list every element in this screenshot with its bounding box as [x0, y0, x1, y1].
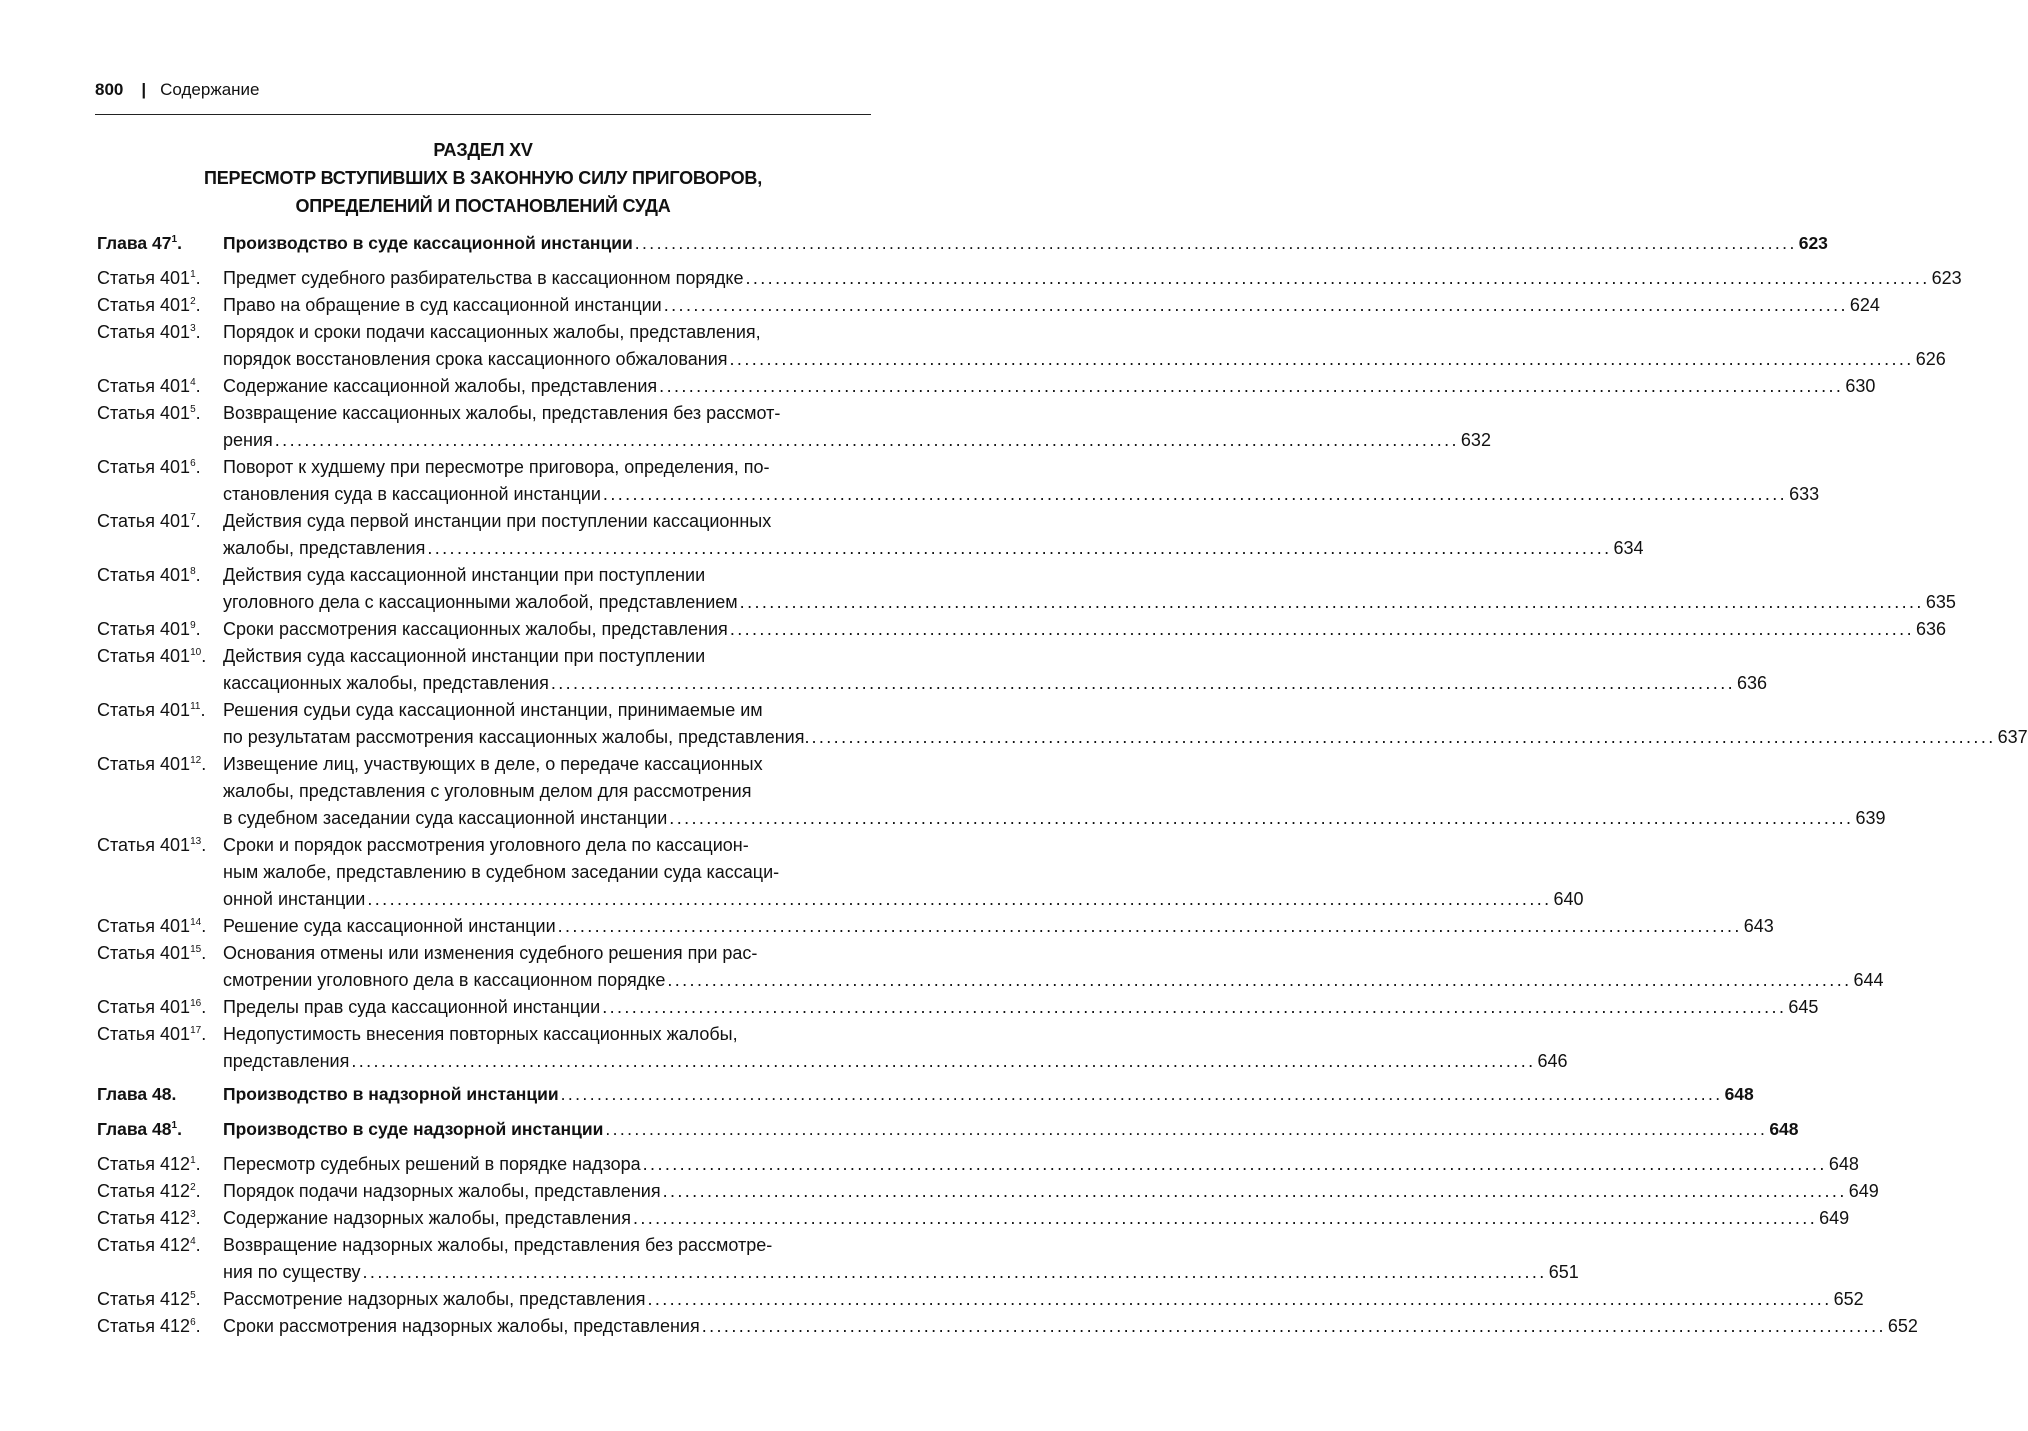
entry-last-line: [223, 481, 1820, 508]
entry-label-text: Статья 401: [97, 916, 191, 936]
toc-article-entry: [97, 913, 1774, 940]
entry-label: [97, 1178, 223, 1205]
dot-leader: ................................................................................................................................................................: [351, 1051, 1536, 1071]
dot-leader: ................................................................................................................................................................: [662, 1181, 1847, 1201]
entry-label-text: Статья 401: [97, 700, 191, 720]
entry-label-suffix: .: [195, 376, 201, 396]
entry-page-number: 633: [1789, 484, 1820, 504]
entry-label-superscript: 2: [190, 296, 196, 307]
entry-last-line: [223, 913, 1774, 940]
entry-last-line: [223, 670, 1768, 697]
entry-last-line: [223, 589, 1956, 616]
entry-title-text: рения: [223, 430, 273, 450]
entry-page-number: 652: [1833, 1289, 1864, 1309]
entry-title-line: Сроки и порядок рассмотрения уголовного дела по кассацион-: [223, 835, 749, 855]
dot-leader: ................................................................................................................................................................: [634, 233, 1797, 253]
entry-label: [97, 373, 223, 400]
entry-page-number: 636: [1737, 673, 1768, 693]
entry-label-suffix: .: [201, 646, 207, 666]
entry-label-superscript: 3: [190, 1209, 196, 1220]
entry-last-line: [223, 346, 1946, 373]
entry-last-line: [223, 265, 1962, 292]
entry-title-text: Производство в суде кассационной инстанции: [223, 233, 633, 253]
entry-title-line: Основания отмены или изменения судебного решения при рас-: [223, 943, 758, 963]
entry-label-suffix: .: [195, 457, 201, 477]
entry-label-text: Статья 412: [97, 1235, 191, 1255]
entry-label-suffix: .: [195, 268, 201, 288]
entry-body: [223, 751, 1886, 832]
entry-label-superscript: 1: [171, 1120, 178, 1132]
entry-label-text: Статья 401: [97, 268, 191, 288]
toc-article-entry: [97, 508, 1644, 562]
entry-page-number: 635: [1925, 592, 1956, 612]
entry-body: [223, 265, 1962, 292]
entry-title-line: Недопустимость внесения повторных кассационных жалобы,: [223, 1024, 738, 1044]
entry-title-text: по результатам рассмотрения кассационных жалобы, представления.: [223, 727, 810, 747]
entry-body: [223, 1151, 1859, 1178]
dot-leader: ................................................................................................................................................................: [811, 727, 1996, 747]
entry-page-number: 646: [1537, 1051, 1568, 1071]
entry-label-superscript: 9: [190, 620, 196, 631]
toc-article-entry: [97, 1205, 1850, 1232]
dot-leader: ................................................................................................................................................................: [739, 592, 1924, 612]
entry-body: [223, 292, 1880, 319]
dot-leader: ................................................................................................................................................................: [663, 295, 1848, 315]
entry-title-text: в судебном заседании суда кассационной инстанции: [223, 808, 668, 828]
entry-label-text: Статья 401: [97, 322, 191, 342]
header-rule: [95, 114, 871, 115]
toc-article-entry: [97, 373, 1876, 400]
entry-label-superscript: 6: [190, 1317, 196, 1328]
entry-title-text: Право на обращение в суд кассационной инстанции: [223, 295, 662, 315]
entry-last-line: [223, 373, 1876, 400]
toc-article-entry: [97, 562, 1956, 616]
entry-title-text: смотрении уголовного дела в кассационном порядке: [223, 970, 666, 990]
dot-leader: ................................................................................................................................................................: [647, 1289, 1832, 1309]
entry-label: [97, 454, 223, 481]
entry-label-superscript: 3: [190, 323, 196, 334]
entry-label-suffix: .: [195, 1208, 201, 1228]
entry-last-line: [223, 1081, 1754, 1108]
dot-leader: ................................................................................................................................................................: [667, 970, 1852, 990]
entry-label: [97, 751, 223, 778]
entry-title-line: Порядок и сроки подачи кассационных жалобы, представления,: [223, 322, 761, 342]
toc-article-entry: [97, 1286, 1864, 1313]
entry-label-text: Статья 412: [97, 1289, 191, 1309]
entry-title-text: ния по существу: [223, 1262, 361, 1282]
entry-label-superscript: 2: [190, 1182, 196, 1193]
dot-leader: ................................................................................................................................................................: [642, 1154, 1827, 1174]
entry-label-text: Статья 412: [97, 1181, 191, 1201]
entry-page-number: 640: [1553, 889, 1584, 909]
entry-label-text: Статья 412: [97, 1208, 191, 1228]
entry-title-line: Возвращение надзорных жалобы, представления без рассмотре-: [223, 1235, 773, 1255]
entry-label-suffix: .: [195, 322, 201, 342]
entry-title-text: кассационных жалобы, представления: [223, 673, 549, 693]
entry-body: [223, 913, 1774, 940]
dot-leader: ................................................................................................................................................................: [602, 997, 1787, 1017]
entry-label-superscript: 1: [190, 269, 196, 280]
toc-article-entry: [97, 454, 1820, 508]
entry-page-number: 649: [1848, 1181, 1879, 1201]
entry-label-suffix: .: [177, 1119, 182, 1139]
entry-label-superscript: 7: [190, 512, 196, 523]
section-title-line-2: ОПРЕДЕЛЕНИЙ И ПОСТАНОВЛЕНИЙ СУДА: [295, 196, 671, 216]
entry-body: [223, 832, 1584, 913]
entry-label-suffix: .: [195, 1289, 201, 1309]
entry-label-suffix: .: [200, 700, 206, 720]
entry-label-superscript: 14: [190, 917, 202, 928]
toc-article-entry: [97, 616, 1947, 643]
entry-body: [223, 562, 1956, 616]
toc-article-entry: [97, 1151, 1859, 1178]
toc-article-entry: [97, 319, 1946, 373]
entry-label-suffix: .: [201, 916, 207, 936]
entry-label: [97, 292, 223, 319]
entry-page-number: 644: [1853, 970, 1884, 990]
entry-title-text: Производство в суде надзорной инстанции: [223, 1119, 604, 1139]
section-heading: [95, 136, 871, 220]
entry-label: [97, 230, 223, 257]
entry-page-number: 636: [1915, 619, 1947, 639]
toc-article-entry: [97, 643, 1768, 697]
entry-body: [223, 1313, 1918, 1340]
entry-label-text: Статья 401: [97, 997, 191, 1017]
entry-label-suffix: .: [195, 1154, 201, 1174]
dot-leader: ................................................................................................................................................................: [729, 619, 1914, 639]
entry-title-text: Сроки рассмотрения надзорных жалобы, представления: [223, 1316, 700, 1336]
entry-label-text: Статья 412: [97, 1316, 191, 1336]
entry-label-superscript: 4: [190, 1236, 196, 1247]
entry-page-number: 648: [1828, 1154, 1859, 1174]
entry-title-text: Сроки рассмотрения кассационных жалобы, представления: [223, 619, 728, 639]
dot-leader: ................................................................................................................................................................: [274, 430, 1459, 450]
entry-page-number: 623: [1798, 233, 1828, 253]
entry-title-line: Действия суда кассационной инстанции при поступлении: [223, 646, 706, 666]
entry-label: [97, 1151, 223, 1178]
toc-article-entry: [97, 697, 2028, 751]
entry-body: [223, 1178, 1879, 1205]
entry-last-line: [223, 1151, 1859, 1178]
entry-label: [97, 1313, 223, 1340]
entry-last-line: [223, 1259, 1579, 1286]
entry-label-text: Статья 401: [97, 295, 191, 315]
entry-title-text: представления: [223, 1051, 350, 1071]
entry-label-text: Глава 48.: [97, 1084, 177, 1104]
entry-page-number: 648: [1724, 1084, 1754, 1104]
entry-label: [97, 616, 223, 643]
entry-title-line: Решения судьи суда кассационной инстанции, принимаемые им: [223, 700, 763, 720]
entry-title-line: Поворот к худшему при пересмотре приговора, определения, по-: [223, 457, 770, 477]
entry-label-text: Статья 412: [97, 1154, 191, 1174]
entry-title-text: Содержание надзорных жалобы, представления: [223, 1208, 631, 1228]
entry-title-text: Рассмотрение надзорных жалобы, представления: [223, 1289, 646, 1309]
entry-page-number: 626: [1915, 349, 1946, 369]
toc-article-entry: [97, 1313, 1918, 1340]
page-number: 800: [95, 80, 124, 99]
entry-body: [223, 400, 1491, 454]
entry-body: [223, 454, 1820, 508]
entry-label: [97, 994, 223, 1021]
entry-title-line: Действия суда кассационной инстанции при поступлении: [223, 565, 706, 585]
entry-label-text: Статья 401: [97, 376, 191, 396]
entry-label-superscript: 5: [190, 404, 196, 415]
entry-page-number: 632: [1460, 430, 1491, 450]
toc-chapter-entry: [97, 1081, 1754, 1108]
entry-body: [223, 1116, 1799, 1143]
dot-leader: ................................................................................................................................................................: [602, 484, 1788, 504]
entry-title-text: порядок восстановления срока кассационного обжалования: [223, 349, 728, 369]
entry-body: [223, 1232, 1579, 1286]
entry-last-line: [223, 805, 1886, 832]
entry-label-suffix: .: [201, 943, 207, 963]
entry-label-suffix: .: [201, 1024, 207, 1044]
entry-label-superscript: 1: [190, 1155, 196, 1166]
entry-label-suffix: .: [195, 295, 201, 315]
entry-title-text: становления суда в кассационной инстанции: [223, 484, 601, 504]
entry-label-text: Глава 47: [97, 233, 172, 253]
entry-label-superscript: 1: [171, 234, 178, 246]
entry-title-text: Пересмотр судебных решений в порядке надзора: [223, 1154, 641, 1174]
entry-label-text: Статья 401: [97, 835, 191, 855]
dot-leader: ................................................................................................................................................................: [427, 538, 1612, 558]
entry-label-suffix: .: [195, 511, 201, 531]
entry-body: [223, 373, 1876, 400]
entry-label-suffix: .: [201, 835, 207, 855]
entry-title-line: Извещение лиц, участвующих в деле, о передаче кассационных: [223, 754, 763, 774]
entry-page-number: 623: [1931, 268, 1962, 288]
entry-last-line: [223, 1205, 1850, 1232]
toc-article-entry: [97, 1021, 1568, 1075]
header-section-title: Содержание: [160, 80, 260, 99]
entry-label: [97, 913, 223, 940]
entry-last-line: [223, 616, 1947, 643]
toc-article-entry: [97, 832, 1584, 913]
entry-title-text: Содержание кассационной жалобы, представления: [223, 376, 658, 396]
entry-page-number: 624: [1849, 295, 1880, 315]
entry-label: [97, 1021, 223, 1048]
entry-title-text: Решение суда кассационной инстанции: [223, 916, 556, 936]
toc-chapter-entry: [97, 1116, 1799, 1143]
dot-leader: ................................................................................................................................................................: [632, 1208, 1818, 1228]
entry-title-text: Пределы прав суда кассационной инстанции: [223, 997, 601, 1017]
entry-label-suffix: .: [195, 1235, 201, 1255]
entry-label-suffix: .: [195, 619, 201, 639]
entry-last-line: [223, 1313, 1918, 1340]
entry-label: [97, 319, 223, 346]
entry-label: [97, 1232, 223, 1259]
entry-last-line: [223, 1286, 1864, 1313]
dot-leader: ................................................................................................................................................................: [605, 1119, 1768, 1139]
entry-page-number: 645: [1788, 997, 1819, 1017]
dot-leader: ................................................................................................................................................................: [701, 1316, 1886, 1336]
entry-label-superscript: 16: [190, 998, 202, 1009]
entry-page-number: 643: [1743, 916, 1774, 936]
entry-label: [97, 697, 223, 724]
entry-label-text: Статья 401: [97, 565, 191, 585]
dot-leader: ................................................................................................................................................................: [659, 376, 1844, 396]
entry-label: [97, 1116, 223, 1143]
entry-label-superscript: 15: [190, 944, 202, 955]
entry-label: [97, 562, 223, 589]
entry-label-suffix: .: [201, 754, 207, 774]
dot-leader: ................................................................................................................................................................: [557, 916, 1742, 936]
entry-label-text: Статья 401: [97, 511, 191, 531]
entry-body: [223, 1205, 1850, 1232]
entry-title-line: жалобы, представления с уголовным делом для рассмотрения: [223, 781, 752, 801]
entry-title-text: Порядок подачи надзорных жалобы, представления: [223, 1181, 661, 1201]
entry-body: [223, 616, 1947, 643]
entry-last-line: [223, 1116, 1799, 1143]
header-separator: |: [141, 80, 147, 99]
dot-leader: ................................................................................................................................................................: [560, 1084, 1723, 1104]
entry-title-line: Действия суда первой инстанции при поступлении кассационных: [223, 511, 772, 531]
entry-label-suffix: .: [177, 233, 182, 253]
entry-label: [97, 400, 223, 427]
entry-page-number: 651: [1548, 1262, 1579, 1282]
entry-label-text: Глава 48: [97, 1119, 172, 1139]
dot-leader: ................................................................................................................................................................: [669, 808, 1854, 828]
entry-label-superscript: 13: [190, 836, 202, 847]
section-number: РАЗДЕЛ XV: [433, 140, 533, 160]
entry-body: [223, 697, 2028, 751]
toc-article-entry: [97, 940, 1884, 994]
toc-article-entry: [97, 1178, 1879, 1205]
entry-page-number: 649: [1819, 1208, 1850, 1228]
dot-leader: ................................................................................................................................................................: [745, 268, 1930, 288]
entry-title-text: Предмет судебного разбирательства в кассационном порядке: [223, 268, 744, 288]
entry-label-text: Статья 401: [97, 646, 191, 666]
entry-label-superscript: 4: [190, 377, 196, 388]
entry-label-suffix: .: [195, 565, 201, 585]
entry-page-number: 637: [1997, 727, 2028, 747]
entry-page-number: 639: [1855, 808, 1886, 828]
entry-label-superscript: 17: [190, 1025, 202, 1036]
entry-label-suffix: .: [201, 997, 207, 1017]
entry-label-suffix: .: [195, 403, 201, 423]
entry-body: [223, 1021, 1568, 1075]
section-title-line-1: ПЕРЕСМОТР ВСТУПИВШИХ В ЗАКОННУЮ СИЛУ ПРИГОВОРОВ,: [203, 168, 763, 188]
entry-page-number: 652: [1887, 1316, 1918, 1336]
entry-title-line: Возвращение кассационных жалобы, представления без рассмот-: [223, 403, 781, 423]
entry-last-line: [223, 1178, 1879, 1205]
entry-last-line: [223, 724, 2028, 751]
dot-leader: ................................................................................................................................................................: [550, 673, 1735, 693]
toc-article-entry: [97, 400, 1491, 454]
entry-last-line: [223, 427, 1491, 454]
dot-leader: ................................................................................................................................................................: [367, 889, 1552, 909]
entry-body: [223, 230, 1828, 257]
entry-label-text: Статья 401: [97, 1024, 191, 1044]
table-of-contents: [97, 230, 2028, 1340]
entry-body: [223, 508, 1644, 562]
entry-label: [97, 265, 223, 292]
entry-body: [223, 643, 1768, 697]
entry-title-text: онной инстанции: [223, 889, 366, 909]
toc-chapter-entry: [97, 230, 1828, 257]
entry-last-line: [223, 967, 1884, 994]
entry-label-text: Статья 401: [97, 457, 191, 477]
entry-last-line: [223, 230, 1828, 257]
entry-label-superscript: 8: [190, 566, 196, 577]
entry-last-line: [223, 535, 1644, 562]
entry-label-text: Статья 401: [97, 619, 191, 639]
entry-page-number: 630: [1845, 376, 1876, 396]
entry-body: [223, 1286, 1864, 1313]
entry-label-superscript: 6: [190, 458, 196, 469]
entry-page-number: 634: [1613, 538, 1644, 558]
entry-body: [223, 319, 1946, 373]
entry-body: [223, 1081, 1754, 1108]
dot-leader: ................................................................................................................................................................: [362, 1262, 1547, 1282]
entry-title-line: ным жалобе, представлению в судебном заседании суда кассаци-: [223, 862, 780, 882]
toc-article-entry: [97, 1232, 1579, 1286]
entry-last-line: [223, 994, 1819, 1021]
entry-last-line: [223, 886, 1584, 913]
toc-article-entry: [97, 994, 1819, 1021]
entry-label: [97, 643, 223, 670]
toc-article-entry: [97, 751, 1886, 832]
entry-label: [97, 832, 223, 859]
entry-label-superscript: 10: [190, 647, 202, 658]
entry-label-suffix: .: [195, 1316, 201, 1336]
entry-body: [223, 940, 1884, 994]
entry-title-text: Производство в надзорной инстанции: [223, 1084, 559, 1104]
entry-label-text: Статья 401: [97, 754, 191, 774]
entry-label: [97, 508, 223, 535]
entry-label: [97, 1286, 223, 1313]
entry-label-text: Статья 401: [97, 403, 191, 423]
entry-label-text: Статья 401: [97, 943, 191, 963]
entry-label: [97, 1205, 223, 1232]
entry-label-suffix: .: [195, 1181, 201, 1201]
toc-article-entry: [97, 292, 1880, 319]
entry-body: [223, 994, 1819, 1021]
entry-label: [97, 940, 223, 967]
entry-label-superscript: 11: [190, 701, 201, 712]
entry-label-superscript: 12: [190, 755, 202, 766]
entry-last-line: [223, 1048, 1568, 1075]
entry-title-text: уголовного дела с кассационными жалобой, представлением: [223, 592, 738, 612]
entry-label: [97, 1081, 223, 1108]
dot-leader: ................................................................................................................................................................: [729, 349, 1914, 369]
entry-title-text: жалобы, представления: [223, 538, 426, 558]
entry-label-superscript: 5: [190, 1290, 196, 1301]
toc-article-entry: [97, 265, 1962, 292]
entry-last-line: [223, 292, 1880, 319]
running-header: [95, 80, 870, 100]
entry-page-number: 648: [1769, 1119, 1799, 1139]
